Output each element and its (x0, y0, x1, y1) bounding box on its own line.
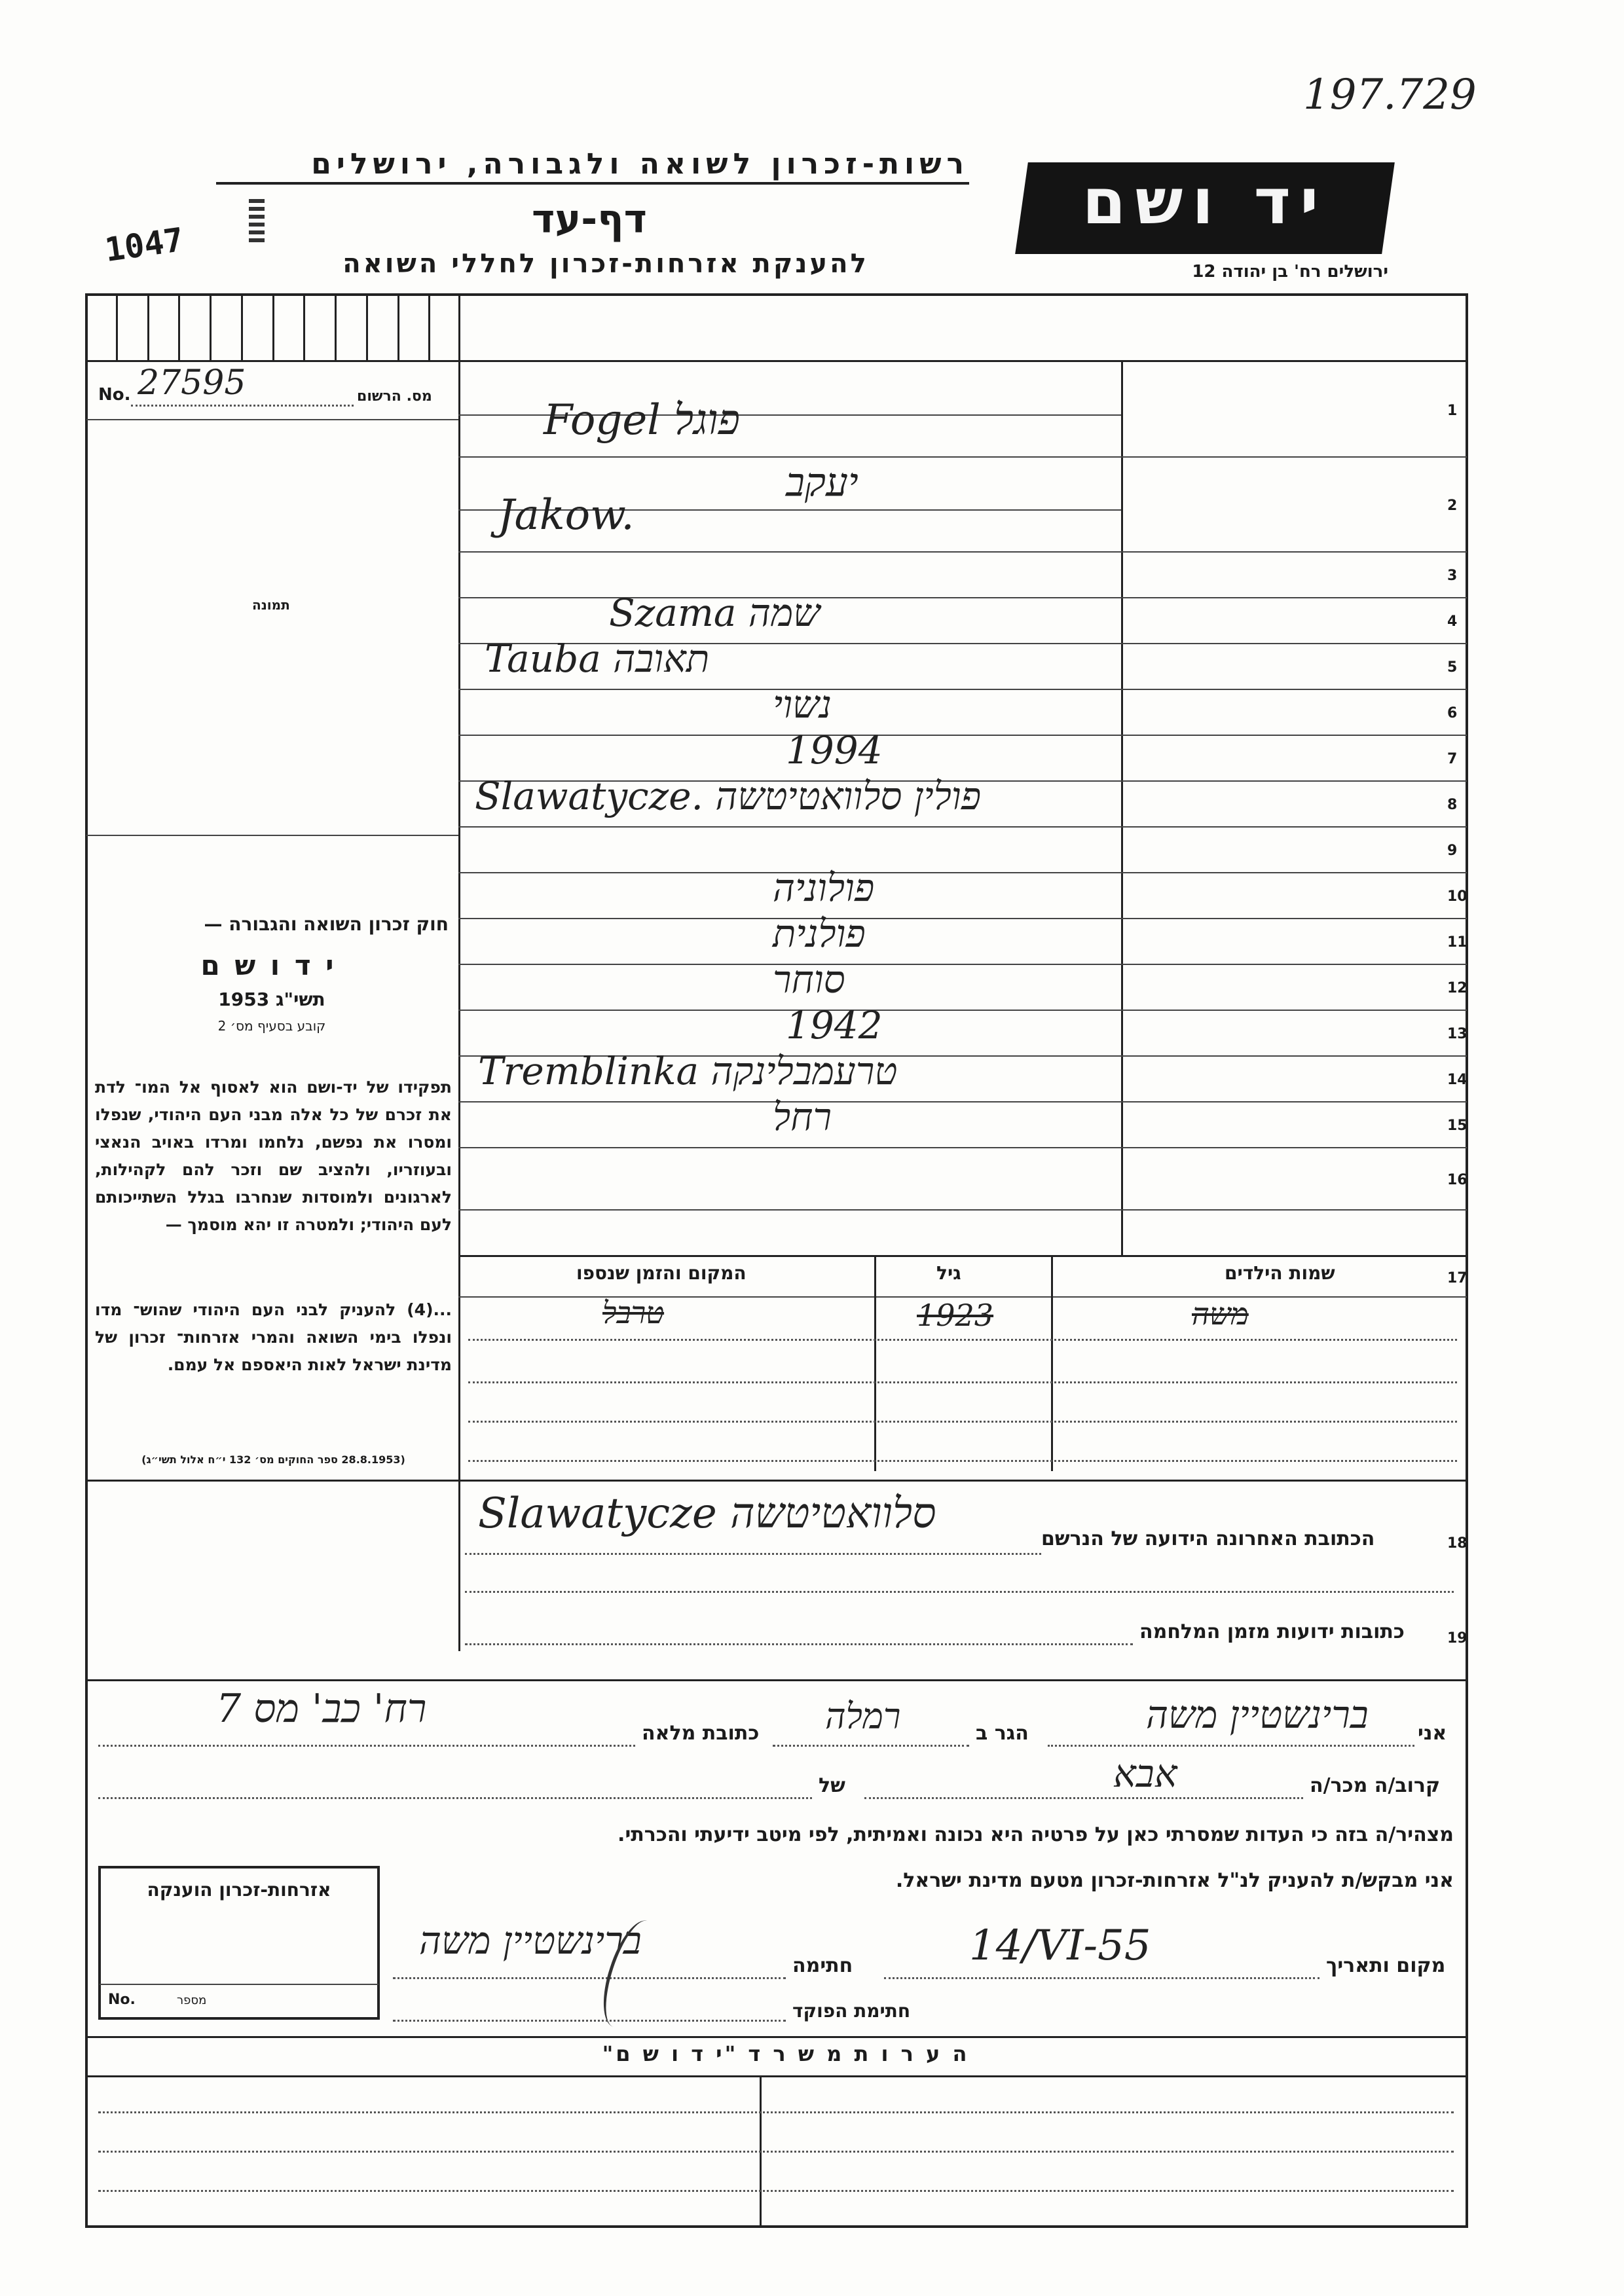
decl-relation-dots (864, 1797, 1303, 1799)
field-row-line (458, 689, 1467, 690)
decl-city-dots (773, 1745, 969, 1747)
decl-shel: של (819, 1774, 845, 1797)
decl-officer: חתימת הפוקד (792, 2000, 911, 2022)
field-number: 1 (1447, 402, 1458, 419)
field-value: Szama שמה (609, 591, 821, 635)
field-row-line (458, 964, 1467, 965)
field-number: 7 (1447, 751, 1458, 767)
field-number: 11 (1447, 934, 1467, 951)
field-row-line (458, 826, 1467, 828)
field-number: 14 (1447, 1072, 1467, 1088)
logo-text: יד ושם (1082, 165, 1328, 238)
field-number: 5 (1447, 659, 1458, 676)
field-row-line (458, 1209, 1467, 1211)
field-number: 9 (1447, 843, 1458, 859)
address-top-line (85, 1480, 1468, 1482)
field-row-line (458, 1010, 1467, 1011)
field-number: 6 (1447, 705, 1458, 721)
address-num-18: 18 (1447, 1535, 1467, 1552)
field-row-line (458, 872, 1467, 873)
address-value-18: Slawatycze סלוואטיטשה (478, 1489, 936, 1538)
field-row-line (458, 456, 1467, 458)
decl-statement: מצהיר/ה בזה כי העדות שמסרתי כאן על פרטיה היא נכונה ואמיתית, לפי מיטב ידיעתי והכרתי. (618, 1823, 1454, 1846)
decl-signature-value: ברינשטיין משה (419, 1918, 642, 1963)
field-number: 3 (1447, 568, 1458, 584)
field-number: 13 (1447, 1026, 1467, 1042)
decl-relation: אבא (1113, 1751, 1177, 1796)
decl-signature: חתימה (792, 1954, 853, 1977)
decl-name: ברינשטיין משה (1146, 1692, 1369, 1737)
decl-officer-dots (393, 2020, 786, 2022)
grant-line (100, 1984, 378, 1985)
stamp-mark-icon (249, 196, 265, 242)
child-place: טרבל (602, 1295, 665, 1330)
field-number: 2 (1447, 497, 1458, 514)
law-text-1: תפקידו של יד-ושם הוא לאסוף אל המו־ לדת את זכרם של כל אלה מבני העם היהודי, שנפלו ומסרו את נפשם, נלחמו ומרדו באויב הנאצי ובעוזריו, ולהציב שם וזכר להם לקהילות, לארגונים ולמוסדות שנחרבו בגלל השתייכותם לעם היהודי; ולמטרה זו יהא מוסמך — (95, 1078, 452, 1234)
field-number: 15 (1447, 1118, 1467, 1134)
law-title: חוק זכרון השואה והגבורה — (204, 913, 449, 935)
reg-no-dots (131, 405, 354, 407)
address-label-18: הכתובת האחרונה הידועה של הנרשם (1041, 1527, 1375, 1550)
field-number: 4 (1447, 613, 1458, 630)
decl-signature-dots (393, 1977, 786, 1979)
office-notes-title: ה ע ר ו ת מ ש ר ד "י ד ו ש ם" (602, 2041, 970, 2066)
field-value: Tremblinka טרעמבלינקה (478, 1049, 898, 1093)
decl-gar-b: הגר ב (976, 1722, 1029, 1745)
photo-label: תמונה (252, 597, 290, 613)
decl-date-value: 14/VI-55 (969, 1922, 1151, 1970)
field-row-line (458, 918, 1467, 919)
decl-address-value: רח' כב' מס 7 (216, 1686, 427, 1732)
reg-label: מס. הרשום (357, 388, 432, 405)
decl-date-dots (884, 1977, 1320, 1979)
law-text-2: ...(4) להעניק לבני העם היהודי שהוש־ מדו ונפלו בימי השואה והמרי אזרחות־ זכרון של מדינת ישראל לאות היאספם אל עמם. (95, 1300, 452, 1374)
field-row-line (458, 1147, 1467, 1148)
decl-shel-dots (98, 1797, 812, 1799)
address-label-19: כתובות ידועות מזמן המלחמה (1139, 1620, 1405, 1643)
children-col-age: גיל (936, 1262, 961, 1284)
field-value: Slawatycze. פולין סלוואטיטשה (475, 774, 982, 818)
decl-address-dots (98, 1745, 635, 1747)
field-row-line (458, 735, 1467, 736)
field-row-line (458, 551, 1467, 553)
notes-dots-2 (98, 2151, 1454, 2153)
reg-no-value: 27595 (138, 363, 246, 403)
child-name: משה (1192, 1296, 1249, 1332)
field-number: 10 (1447, 888, 1467, 905)
archive-number: 197.729 (1303, 71, 1477, 119)
field-value: 1942 (786, 1003, 883, 1048)
field-value: 1994 (786, 728, 883, 773)
decl-name-dots (1048, 1745, 1414, 1747)
address-num-19: 19 (1447, 1630, 1467, 1647)
decl-place-date: מקום ותאריך (1326, 1954, 1446, 1977)
grant-title: אזרחות-זכרון הוענקה (147, 1879, 331, 1901)
address-dots-18b (465, 1591, 1454, 1593)
notes-header-line (85, 2075, 1468, 2077)
children-num: 17 (1447, 1270, 1467, 1286)
declaration-top-line (85, 1679, 1468, 1681)
notes-dots-1 (98, 2111, 1454, 2113)
field-value: פולוניה (773, 866, 875, 910)
children-col-names: שמות הילדים (1225, 1262, 1335, 1284)
field-value: Fogel פוגל (544, 395, 741, 445)
law-name: י ד ו ש ם (200, 949, 337, 981)
field-value: Tauba תאובה (485, 636, 710, 681)
field-number: 12 (1447, 980, 1467, 996)
children-top-line (458, 1255, 1467, 1257)
decl-ani: אני (1418, 1722, 1447, 1745)
children-col-place: המקום והזמן שנספו (576, 1262, 747, 1284)
reg-line (86, 419, 458, 420)
decl-request: אני מבקש/ת להעניק לנ"ל אזרחות-זכרון מטעם מדינת ישראל. (895, 1869, 1454, 1892)
children-dots-3 (468, 1421, 1457, 1423)
field-value: Jakow. (498, 490, 635, 539)
field-value: נשוי (773, 682, 832, 727)
law-clause: קובע בסעיף מס׳ 2 (217, 1018, 326, 1034)
stamp-number: 1047 (102, 220, 186, 270)
child-age: 1923 (917, 1298, 994, 1333)
label-column-divider (1121, 361, 1123, 1255)
notes-top-line (85, 2036, 1468, 2038)
form-subtitle: להענקת אזרחות-זכרון לחללי השואה (342, 249, 869, 279)
decl-city: רמלה (825, 1696, 901, 1737)
field-value-hebrew: יעקב (786, 460, 858, 505)
field-value: סוחר (773, 957, 845, 1002)
law-footnote: (28.8.1953 ספר החוקים מס׳ 132 י״ח אלול תשי״ג) (141, 1453, 405, 1466)
field-number: 8 (1447, 797, 1458, 813)
authority-title: רשות-זכרון לשואה ולגבורה, ירושלים (216, 147, 969, 185)
children-col-divider-1 (874, 1255, 876, 1471)
children-dots-4 (468, 1460, 1457, 1462)
left-column-divider (458, 296, 460, 1651)
form-title: דף-עד (532, 196, 647, 242)
grant-no: No. (108, 1992, 136, 2008)
law-year: 1953 (218, 989, 270, 1010)
law-year-row (196, 989, 347, 1010)
reg-no-prefix: No. (98, 385, 131, 405)
decl-full-address: כתובת מלאה (642, 1722, 760, 1745)
top-strip-line (85, 360, 1468, 362)
law-year-hebrew: תשי"ג (275, 989, 325, 1010)
children-dots-1 (468, 1339, 1457, 1341)
address-dots-18a (465, 1553, 1041, 1555)
address-dots-19a (465, 1643, 1133, 1645)
top-boxes (86, 296, 460, 360)
photo-bottom-line (86, 835, 458, 836)
grant-number-label: מספר (177, 1994, 207, 2007)
children-dots-2 (468, 1381, 1457, 1383)
decl-relative: קרוב/ה מכר/ה (1310, 1774, 1441, 1797)
logo-address: ירושלים רח' בן יהודה 12 (1192, 262, 1388, 282)
notes-dots-3 (98, 2190, 1454, 2192)
field-value: פולנית (773, 911, 866, 956)
field-value: רחל (773, 1095, 832, 1139)
field-row-line (458, 1101, 1467, 1102)
children-col-divider-2 (1051, 1255, 1053, 1471)
field-number: 16 (1447, 1171, 1467, 1188)
